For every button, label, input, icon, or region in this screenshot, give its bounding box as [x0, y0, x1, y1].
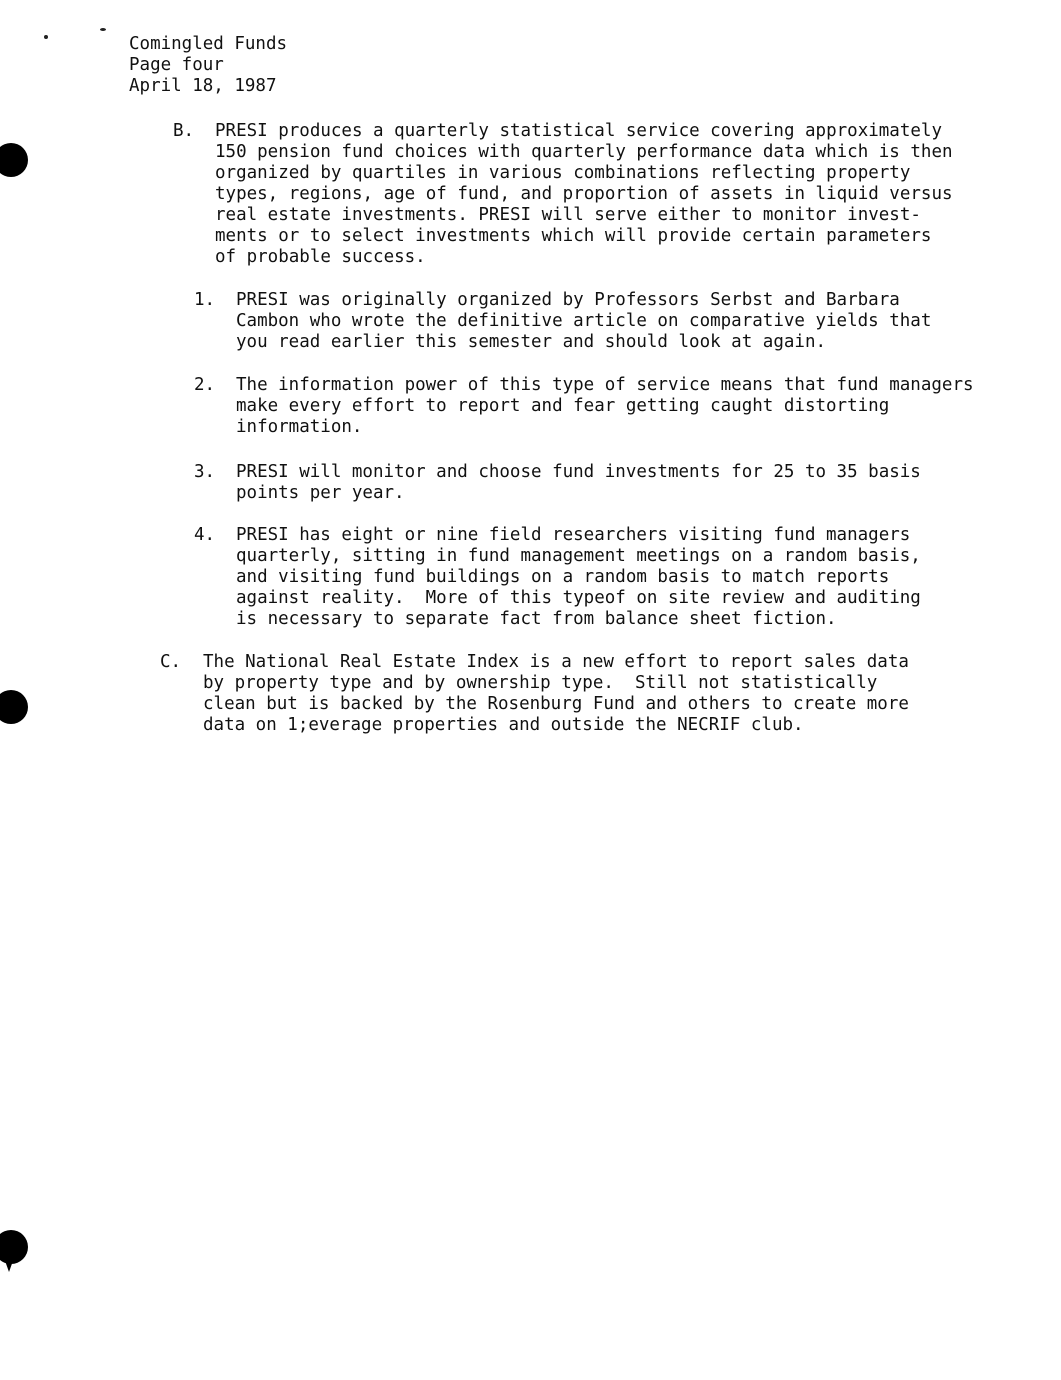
header-date: April 18, 1987: [129, 76, 277, 96]
punch-hole: [0, 1230, 28, 1264]
text-line: Cambon who wrote the definitive article on comparative yields that: [236, 311, 932, 331]
text-line: and visiting fund buildings on a random basis to match reports: [236, 567, 890, 587]
scan-speck: [44, 35, 48, 39]
text-line: The National Real Estate Index is a new effort to report sales data: [203, 652, 909, 672]
header-title: Comingled Funds: [129, 34, 288, 54]
text-line: points per year.: [236, 483, 405, 503]
text-line: quarterly, sitting in fund management meetings on a random basis,: [236, 546, 921, 566]
item-number: 2.: [194, 375, 216, 395]
text-line: PRESI will monitor and choose fund investments for 25 to 35 basis: [236, 462, 921, 482]
letter-header: [129, 34, 287, 97]
text-line: types, regions, age of fund, and proportion of assets in liquid versus: [215, 184, 953, 204]
text-line: 150 pension fund choices with quarterly performance data which is then: [215, 142, 953, 162]
section-body: [203, 652, 909, 736]
text-line: by property type and by ownership type. Still not statistically: [203, 673, 878, 693]
scan-speck: [100, 28, 106, 31]
item-number: 4.: [194, 525, 216, 545]
item-body: [236, 290, 931, 353]
text-line: is necessary to separate fact from balance sheet fiction.: [236, 609, 837, 629]
item-body: [236, 525, 921, 630]
item-number: 3.: [194, 462, 216, 482]
text-line: data on 1;everage properties and outside the NECRIF club.: [203, 715, 804, 735]
section-b: [173, 121, 953, 268]
text-line: organized by quartiles in various combinations reflecting property: [215, 163, 911, 183]
item-number: 1.: [194, 290, 216, 310]
text-line: The information power of this type of service means that fund managers: [236, 375, 974, 395]
subitem-2: [194, 375, 974, 438]
text-line: ments or to select investments which will provide certain parameters: [215, 226, 932, 246]
subitem-4: [194, 525, 921, 630]
header-page: Page four: [129, 55, 224, 75]
text-line: you read earlier this semester and should look at again.: [236, 332, 827, 352]
text-line: PRESI has eight or nine field researchers visiting fund managers: [236, 525, 911, 545]
punch-hole: [0, 690, 28, 724]
text-line: real estate investments. PRESI will serve either to monitor invest-: [215, 205, 921, 225]
text-line: PRESI produces a quarterly statistical service covering approximately: [215, 121, 942, 141]
text-line: clean but is backed by the Rosenburg Fund and others to create more: [203, 694, 909, 714]
subitem-3: [194, 462, 921, 504]
section-marker: B.: [173, 121, 195, 141]
section-c: [160, 652, 909, 736]
item-body: [236, 462, 921, 504]
text-line: PRESI was originally organized by Professors Serbst and Barbara: [236, 290, 900, 310]
text-line: of probable success.: [215, 247, 426, 267]
section-body: [215, 121, 953, 268]
punch-hole: [0, 143, 28, 177]
section-marker: C.: [160, 652, 182, 672]
text-line: make every effort to report and fear getting caught distorting: [236, 396, 890, 416]
text-line: against reality. More of this typeof on site review and auditing: [236, 588, 921, 608]
item-body: [236, 375, 974, 438]
text-line: information.: [236, 417, 363, 437]
subitem-1: [194, 290, 931, 353]
